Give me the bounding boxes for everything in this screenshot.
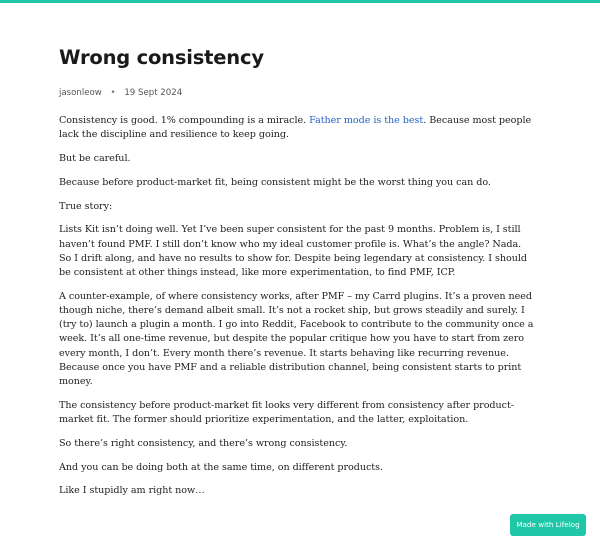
meta-separator: • — [110, 88, 116, 98]
paragraph-7: The consistency before product-market fit looks very different from consistency after product-market fit. The former should prioritize experimentation, and the latter, exploitation. — [59, 399, 514, 426]
paragraph-5: Lists Kit isn’t doing well. Yet I’ve been super consistent for the past 9 months. Problem is, I still haven’t found PMF. I still don’t know who my ideal customer profile is. What’s the angle? Nada. So I drift along, and have no results to show for. Despite being legendary at consistency. I should be consistent at other things instead, like more experimentation, to find PMF, ICP. — [59, 224, 528, 278]
article-meta — [59, 87, 534, 99]
paragraph-1-text-before: Consistency is good. 1% compounding is a miracle. — [59, 115, 310, 126]
paragraph-10: Like I stupidly am right now… — [59, 485, 205, 497]
author-link[interactable]: jasonleow — [59, 88, 102, 98]
article-title: Wrong consistency — [59, 46, 264, 69]
father-mode-link[interactable]: Father mode is the best — [309, 115, 424, 126]
paragraph-6: A counter-example, of where consistency works, after PMF – my Carrd plugins. It’s a proven need though niche, there’s demand albeit small. It’s not a rocket ship, but grows steadily and surely. I (try to) launch a plugin a month. I go into Reddit, Facebook to contribute to the community once a week. It’s all one-time revenue, but despite the popular critique how you have to start from zero every month, I don’t. Every month there’s revenue. It starts behaving like recurring revenue. Because once you have PMF and a reliable distribution channel, being consistent starts to print money. — [59, 290, 534, 388]
paragraph-3: Because before product-market fit, being consistent might be the worst thing you can do. — [59, 176, 491, 188]
paragraph-1-text-after: . Because most people lack the discipline and resilience to keep going. — [59, 115, 532, 141]
publish-date: 19 Sept 2024 — [124, 88, 183, 98]
article — [59, 44, 534, 508]
paragraph-9: And you can be doing both at the same time, on different products. — [59, 461, 383, 473]
article-body — [59, 114, 534, 499]
paragraph-8: So there’s right consistency, and there’s wrong consistency. — [59, 437, 348, 449]
paragraph-2: But be careful. — [59, 153, 131, 164]
paragraph-4: True story: — [59, 200, 113, 212]
paragraph-1 — [59, 114, 534, 142]
made-with-lifelog-button[interactable]: Made with Lifelog — [510, 514, 586, 536]
top-accent-bar — [0, 0, 600, 3]
